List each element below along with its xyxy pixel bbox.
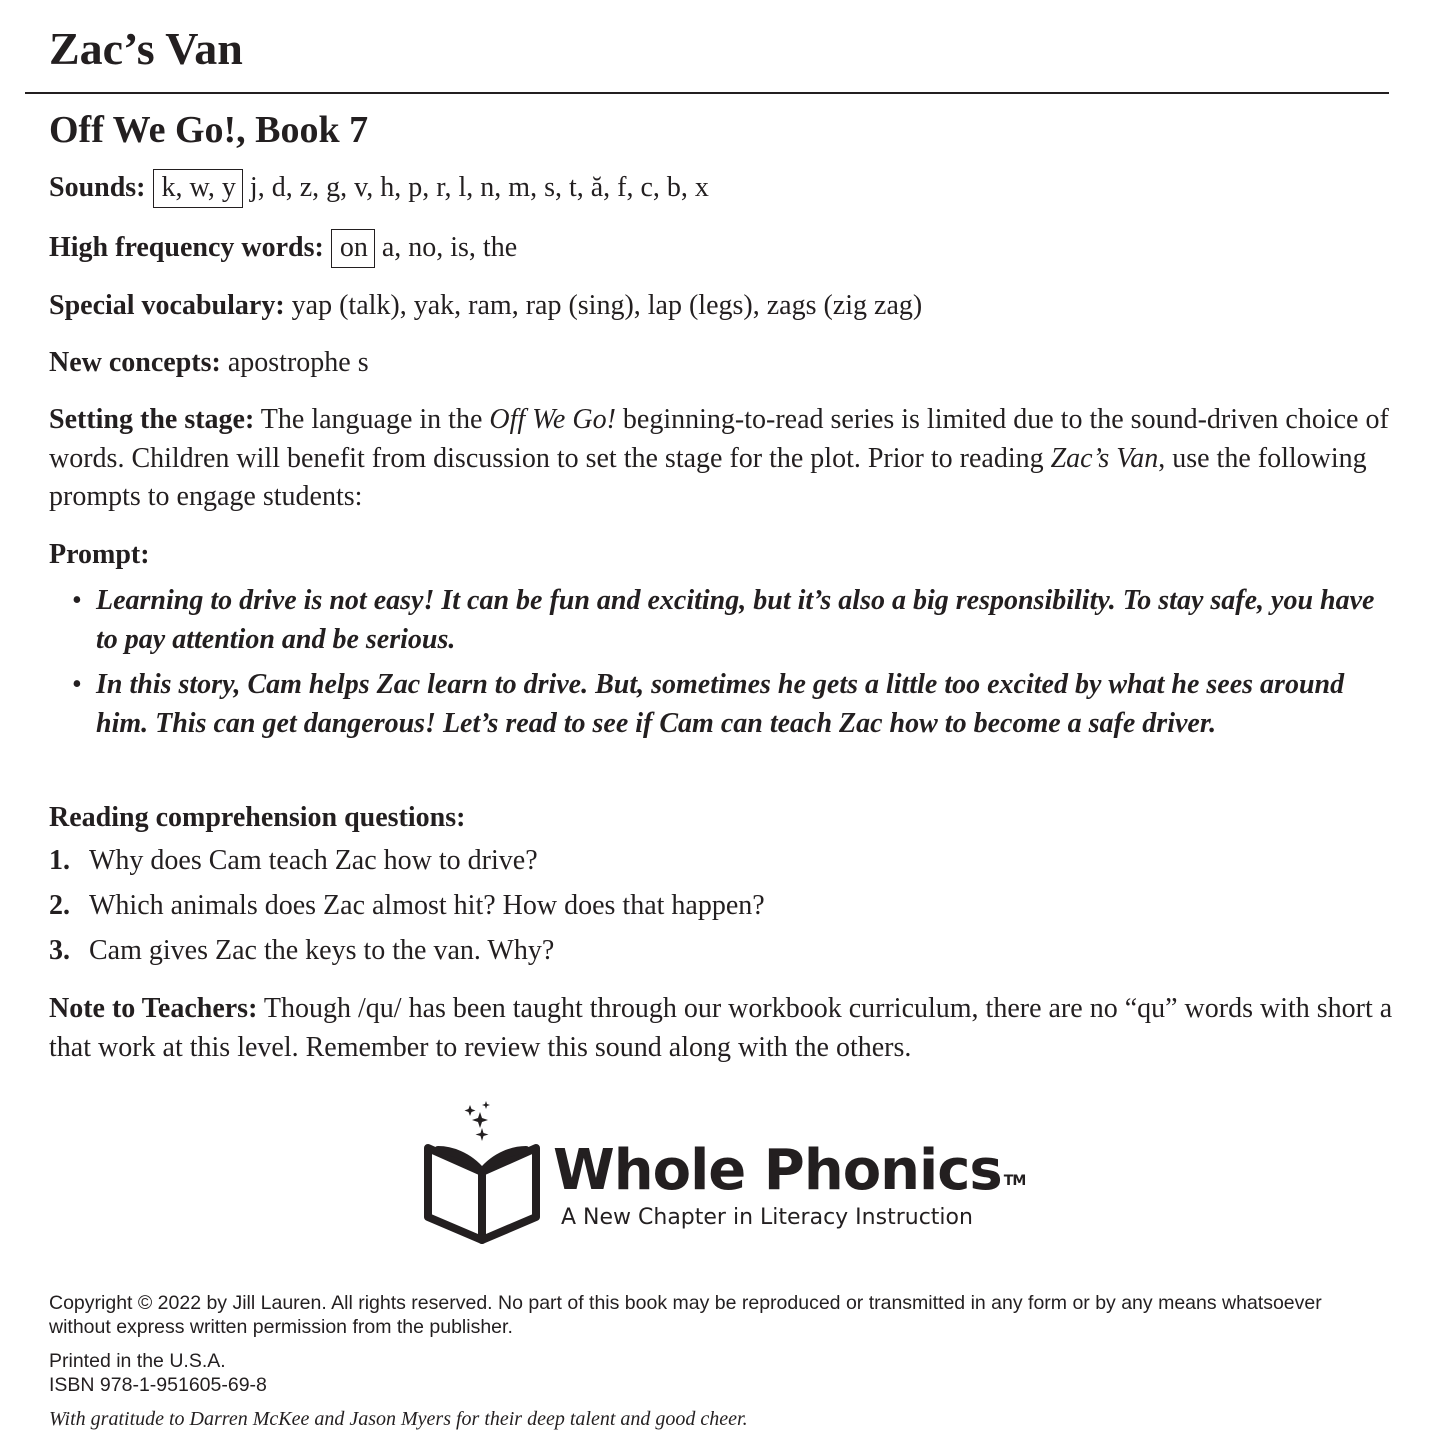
hfw-line [49,229,517,267]
title-divider [25,92,1389,94]
prompt-text: In this story, Cam helps Zac learn to drive. But, sometimes he gets a little too excited by what he sees around him. This can get dangerous! Let’s read to see if Cam can teach Zac how to become a safe driver. [96,669,1345,739]
sounds-label: Sounds: [49,172,146,203]
prompt-bullet: • Learning to drive is not easy! It can be fun and exciting, but it’s also a big responsibility. To stay safe, you have to pay attention and be serious. [72,585,1375,655]
setting-text-3: , use the following prompts to engage students: [49,442,1367,512]
question-number: 1. [49,845,70,876]
vocab-line [49,287,922,325]
sounds-line [49,169,709,207]
trademark: TM [1003,1173,1026,1189]
question-item [49,887,765,925]
copyright-text: Copyright © 2022 by Jill Lauren. All rights reserved. No part of this book may be reproduced or transmitted in any form or by any means whatsoever without express written permission from the publisher. [49,1292,1322,1338]
hfw-label: High frequency words: [49,232,324,263]
note-text: Though /qu/ has been taught through our workbook curriculum, there are no “qu” words with short a that work at this level. Remember to review this sound along with the others. [49,993,1393,1063]
note-label: Note to Teachers: [49,993,258,1024]
sparkle-icon [482,1101,490,1109]
question-text: Why does Cam teach Zac how to drive? [89,845,538,876]
sounds-new-box: k, w, y [153,169,243,208]
brand-name [553,1138,1025,1204]
questions-heading [49,799,465,837]
question-number: 3. [49,935,70,966]
book-subtitle: Off We Go!, Book 7 [49,109,369,151]
series-title: Off We Go! [489,404,616,435]
setting-text-2: beginning-to-read series is limited due to the sound-driven choice of words. Children will benefit from discussion to set the stage for the plot. Prior to reading [49,404,1389,474]
concepts-line [49,344,369,382]
sparkle-icon [465,1105,476,1116]
question-item [49,932,765,970]
hfw-new-box: on [331,229,375,268]
isbn-text: ISBN 978-1-951605-69-8 [49,1374,267,1396]
setting-text-1: The language in the [260,404,483,435]
brand-tagline: A New Chapter in Literacy Instruction [561,1205,973,1230]
sparkle-icon [472,1112,488,1128]
prompt-list [72,582,1382,750]
question-text: Which animals does Zac almost hit? How does that happen? [89,890,765,921]
sounds-list: j, d, z, g, v, h, p, r, l, n, m, s, t, ă, f, c, b, x [249,172,709,203]
vocab-text: yap (talk), yak, ram, rap (sing), lap (legs), zags (zig zag) [291,290,923,321]
printed-text: Printed in the U.S.A. [49,1350,226,1372]
setting-label: Setting the stage: [49,404,255,435]
prompt-label: Prompt: [49,539,150,570]
questions-list [49,842,765,977]
prompt-heading [49,536,150,574]
setting-paragraph [49,401,1409,517]
teacher-note [49,990,1409,1067]
concepts-label: New concepts: [49,347,221,378]
question-item [49,842,765,880]
brand-name-text: Whole Phonics [553,1138,1002,1203]
acknowledgment-text: With gratitude to Darren McKee and Jason Myers for their deep talent and good cheer. [49,1408,748,1430]
page-title: Zac’s Van [49,23,243,74]
prompt-text: Learning to drive is not easy! It can be fun and exciting, but it’s also a big responsibility. To stay safe, you have to pay attention and be serious. [96,585,1375,655]
sparkle-icon [476,1128,489,1141]
hfw-list: a, no, is, the [381,232,518,263]
vocab-label: Special vocabulary: [49,290,285,321]
questions-label: Reading comprehension questions: [49,802,466,833]
question-number: 2. [49,890,70,921]
prompt-bullet: • In this story, Cam helps Zac learn to drive. But, sometimes he gets a little too excited by what he sees around him. This can get dangerous! Let’s read to see if Cam can teach Zac how to become a safe driver. [72,669,1345,739]
concepts-text: apostrophe s [227,347,369,378]
book-title: Zac’s Van [1050,442,1159,474]
question-text: Cam gives Zac the keys to the van. Why? [89,935,555,966]
